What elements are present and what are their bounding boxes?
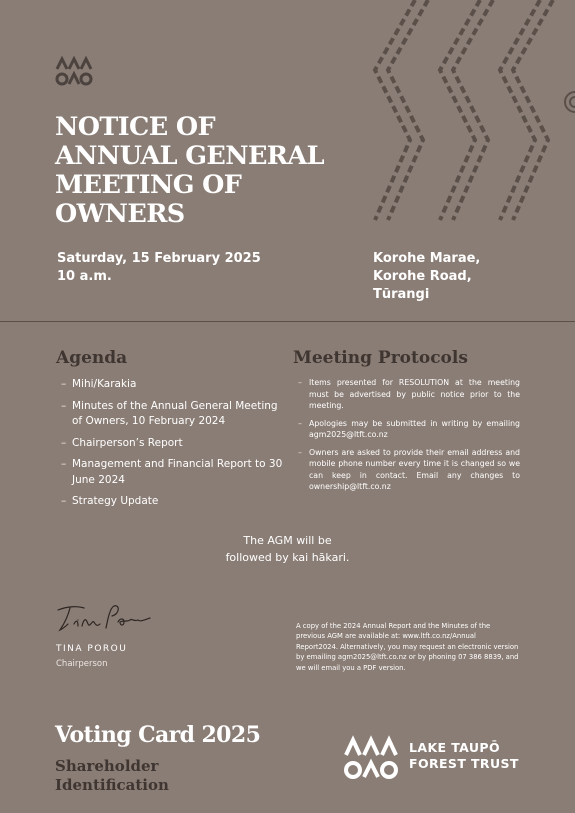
protocol-item: – Apologies may be submitted in writing by emailing agm2025@ltft.co.nz — [298, 418, 520, 441]
agenda-item: – Management and Financial Report to 30 June 2024 — [61, 457, 291, 488]
shareholder-line-2: Identification — [55, 776, 169, 794]
trust-name-line-1: LAKE TAUPŌ — [409, 740, 500, 755]
agenda-item: – Minutes of the Annual General Meeting of Owners, 10 February 2024 — [61, 399, 291, 430]
title-line-4: OWNERS — [55, 199, 185, 229]
section-divider — [0, 321, 575, 322]
voting-card-title: Voting Card 2025 — [55, 722, 261, 748]
shareholder-identification — [55, 757, 169, 795]
trust-logo-icon — [55, 55, 93, 87]
venue-line-2: Korohe Road, — [373, 269, 472, 284]
trust-name — [409, 740, 519, 771]
signature-icon — [54, 600, 154, 634]
agenda-item: – Mihi/Karakia — [61, 377, 291, 393]
venue-line-1: Korohe Marae, — [373, 251, 481, 266]
agm-followup-note — [0, 532, 575, 566]
agm-note-line-2: followed by kai hākari. — [225, 551, 350, 564]
shareholder-line-1: Shareholder — [55, 757, 159, 775]
title-line-2: ANNUAL GENERAL — [55, 141, 324, 171]
protocol-item: – Owners are asked to provide their email address and mobile phone number every time it is changed so we can keep in contact. Email any changes to ownership@ltft.co.nz — [298, 447, 520, 493]
trust-name-line-2: FOREST TRUST — [409, 755, 519, 771]
agenda-item: – Strategy Update — [61, 494, 291, 510]
chevron-pattern-icon — [355, 0, 575, 230]
agenda-heading: Agenda — [56, 348, 128, 368]
annual-report-note: A copy of the 2024 Annual Report and the Minutes of the previous AGM are available at: www.ltft.co.nz/Annual Report2024. Alternatively, you may request an electronic version by emailing agm2025@ltft.co.nz or by phoning 07 386 8839, and we will email you a PDF version. — [296, 622, 519, 672]
title-line-3: MEETING OF — [55, 170, 242, 200]
signatory-name: TINA POROU — [56, 644, 128, 654]
venue-line-3: Tūrangi — [373, 287, 430, 302]
title-line-1: NOTICE OF — [55, 112, 215, 142]
meeting-datetime — [57, 250, 261, 286]
agenda-item: – Chairperson’s Report — [61, 436, 291, 452]
agm-note-line-1: The AGM will be — [243, 534, 332, 547]
meeting-venue — [373, 250, 480, 304]
meeting-time: 10 a.m. — [57, 269, 112, 284]
signatory-role: Chairperson — [56, 659, 108, 669]
protocols-heading: Meeting Protocols — [293, 348, 468, 368]
protocols-list — [298, 377, 520, 499]
notice-title — [55, 113, 355, 229]
trust-logo-icon — [343, 735, 400, 781]
agenda-list — [61, 377, 291, 516]
protocol-item: – Items presented for RESOLUTION at the meeting must be advertised by public notice prior to the meeting. — [298, 377, 520, 412]
meeting-date: Saturday, 15 February 2025 — [57, 251, 261, 266]
